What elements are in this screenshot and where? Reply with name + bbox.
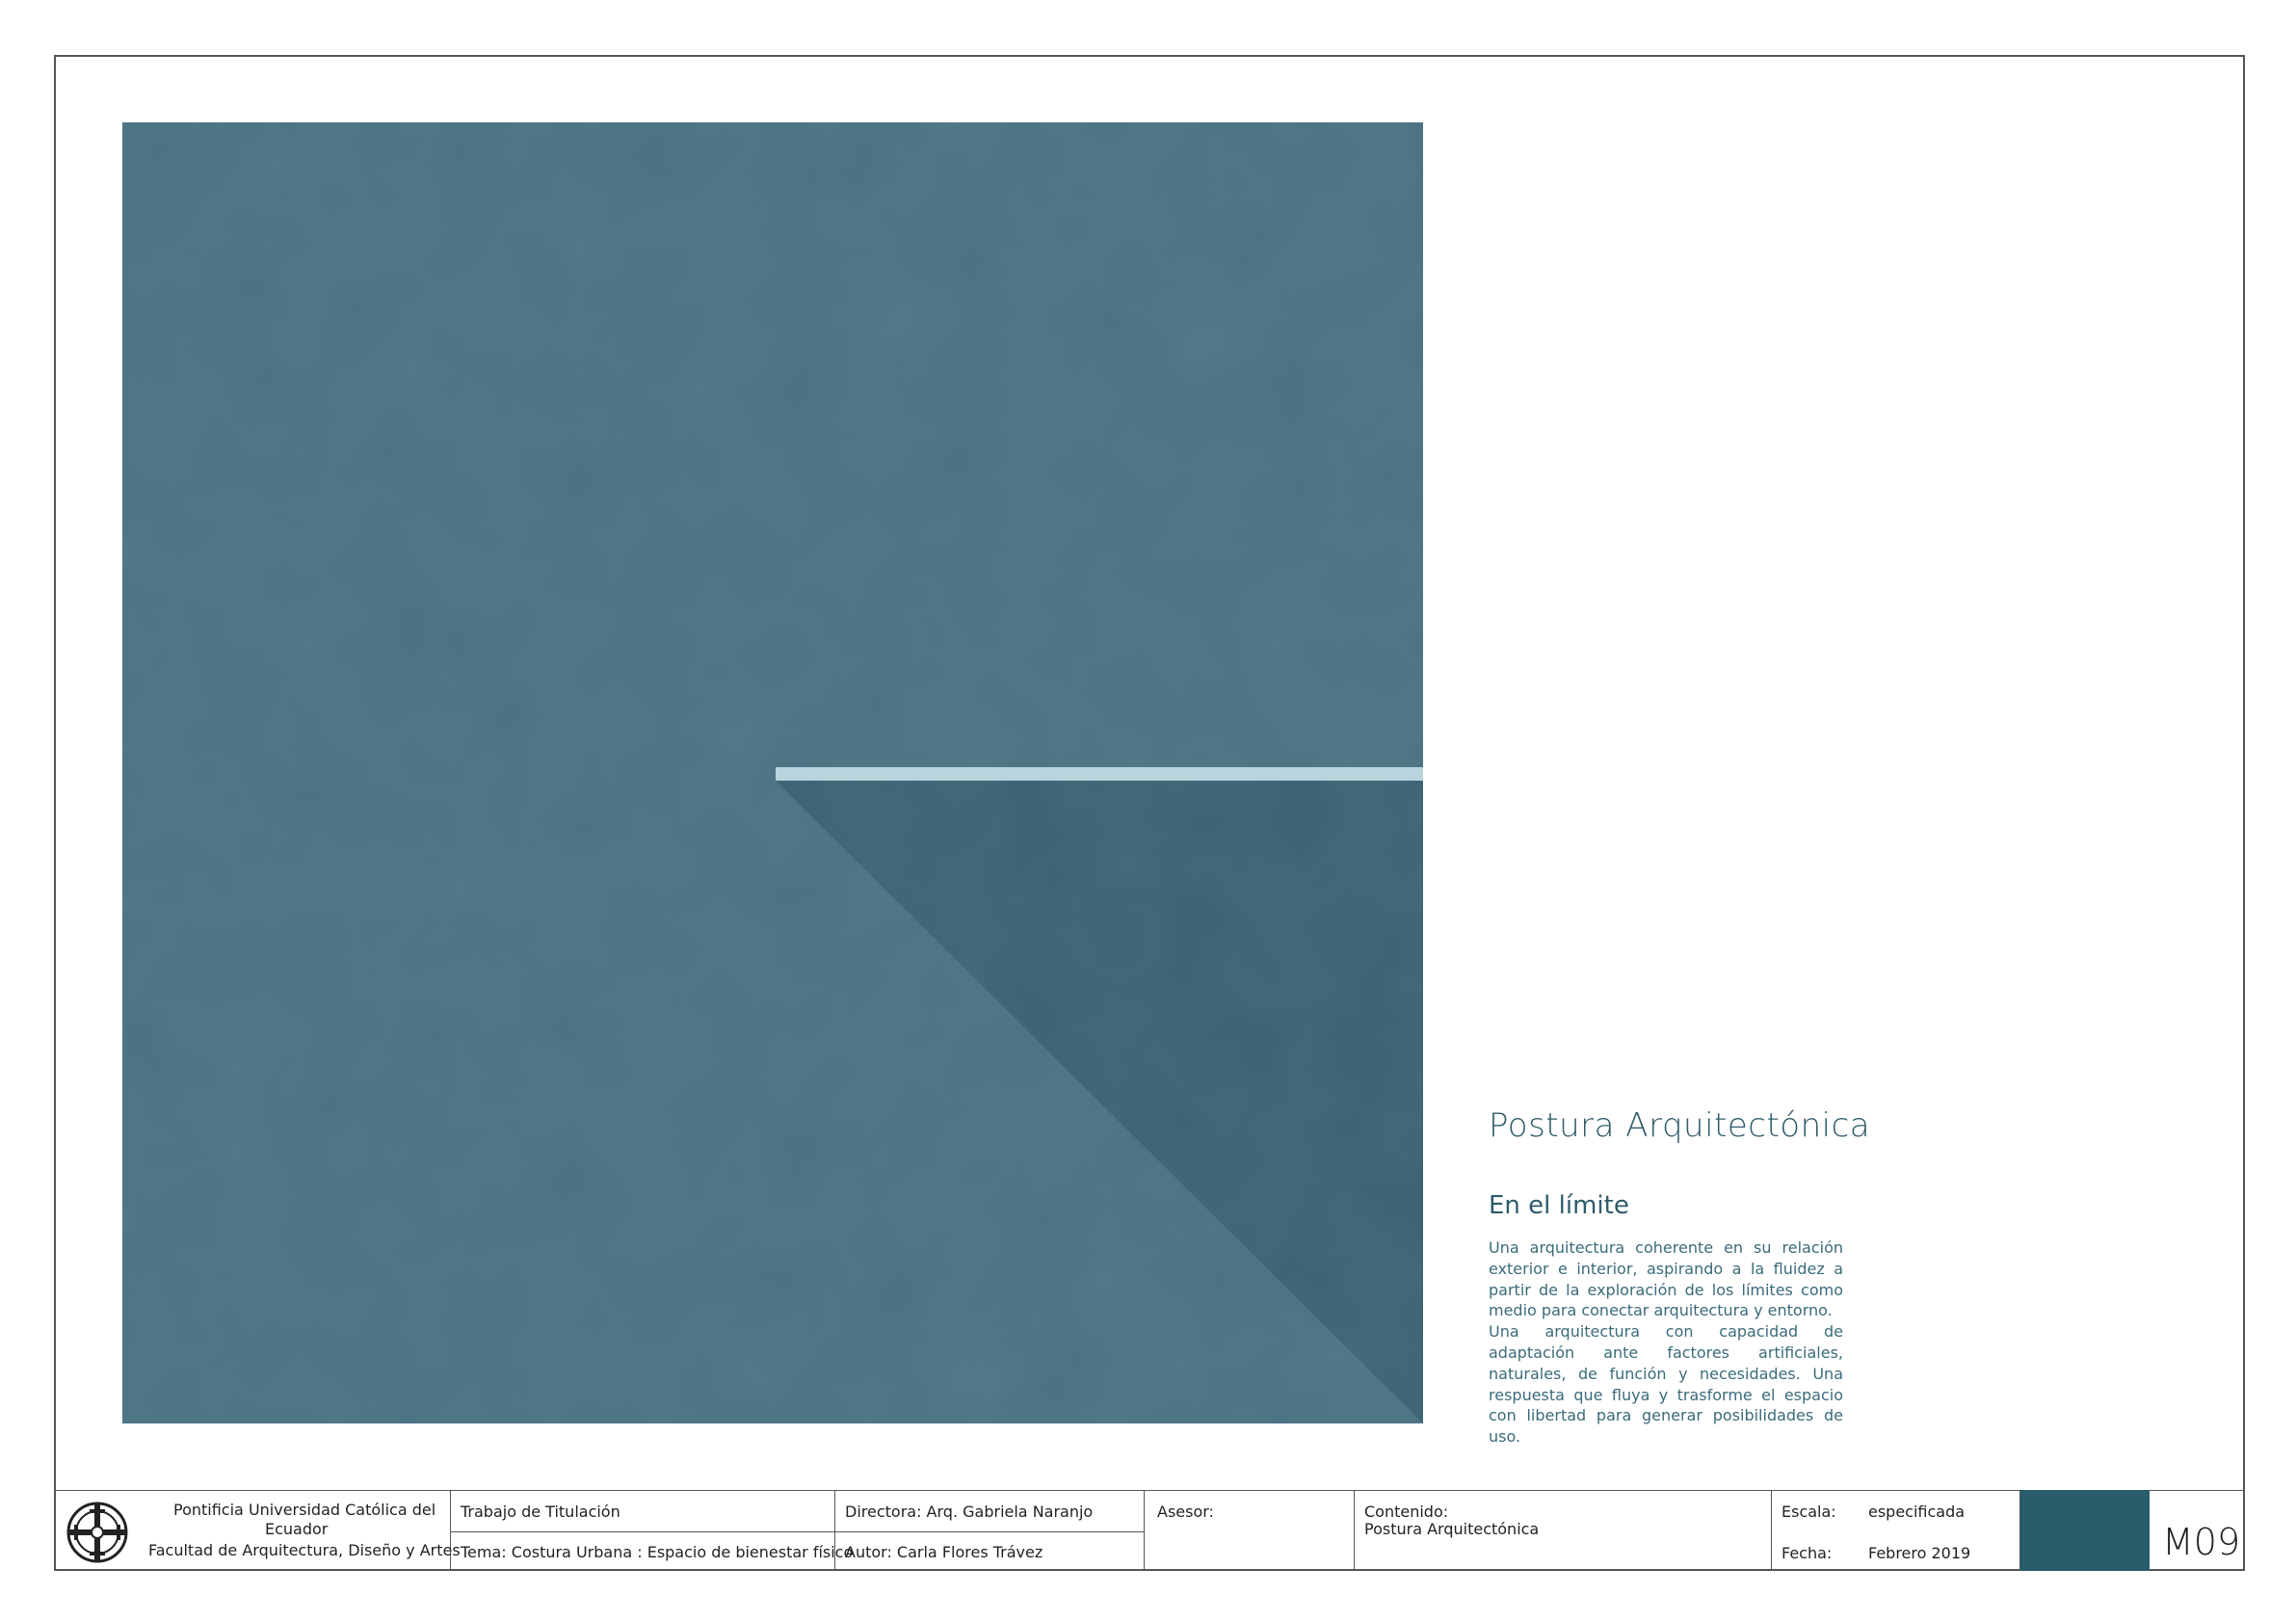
art-texture (122, 122, 1423, 1423)
panel-subtitle: En el límite (1489, 1191, 1629, 1220)
author-text: Autor: Carla Flores Trávez (845, 1543, 1043, 1561)
institution-line-2: Ecuador (265, 1520, 329, 1538)
director-divider (835, 1531, 1145, 1532)
panel-title: Postura Arquitectónica (1489, 1106, 1871, 1145)
advisor-cell (1145, 1491, 1355, 1571)
advisor-label: Asesor: (1157, 1502, 1214, 1521)
title-block (54, 1490, 2245, 1571)
scale-date-cell (1772, 1491, 2020, 1571)
panel-body (1489, 1237, 1843, 1448)
architecture-illustration (122, 122, 1423, 1423)
date-label: Fecha: (1781, 1544, 1833, 1562)
institution-cell (54, 1491, 461, 1571)
panel-paragraph: Una arquitectura coherente en su relación exterior e interior, aspirando a la fluidez a partir de la exploración de los límites como medio para conectar arquitectura y entorno. (1489, 1238, 1843, 1320)
date-value: Febrero 2019 (1868, 1544, 1971, 1562)
director-text: Directora: Arq. Gabriela Naranjo (845, 1502, 1094, 1521)
sheet-number: M09 (2162, 1521, 2241, 1563)
university-seal-icon (64, 1499, 131, 1566)
institution-line-1: Pontificia Universidad Católica del (173, 1501, 436, 1519)
content-value: Postura Arquitectónica (1364, 1520, 1540, 1538)
scale-value: especificada (1868, 1502, 1966, 1521)
panel-paragraph: Una arquitectura con capacidad de adaptación ante factores artificiales, naturales, de función y necesidades. Una respuesta que fluya y trasforme el espacio con libertad para generar posibilidades de uso. (1489, 1322, 1843, 1447)
work-label: Trabajo de Titulación (461, 1502, 620, 1521)
institution-line-3: Facultad de Arquitectura, Diseño y Artes (148, 1541, 461, 1559)
color-swatch (2020, 1490, 2150, 1571)
work-divider (451, 1531, 835, 1532)
theme-text: Tema: Costura Urbana : Espacio de bienestar físico (461, 1543, 854, 1561)
content-label: Contenido: (1364, 1502, 1449, 1521)
scale-label: Escala: (1781, 1502, 1836, 1521)
content-cell (1355, 1491, 1772, 1571)
